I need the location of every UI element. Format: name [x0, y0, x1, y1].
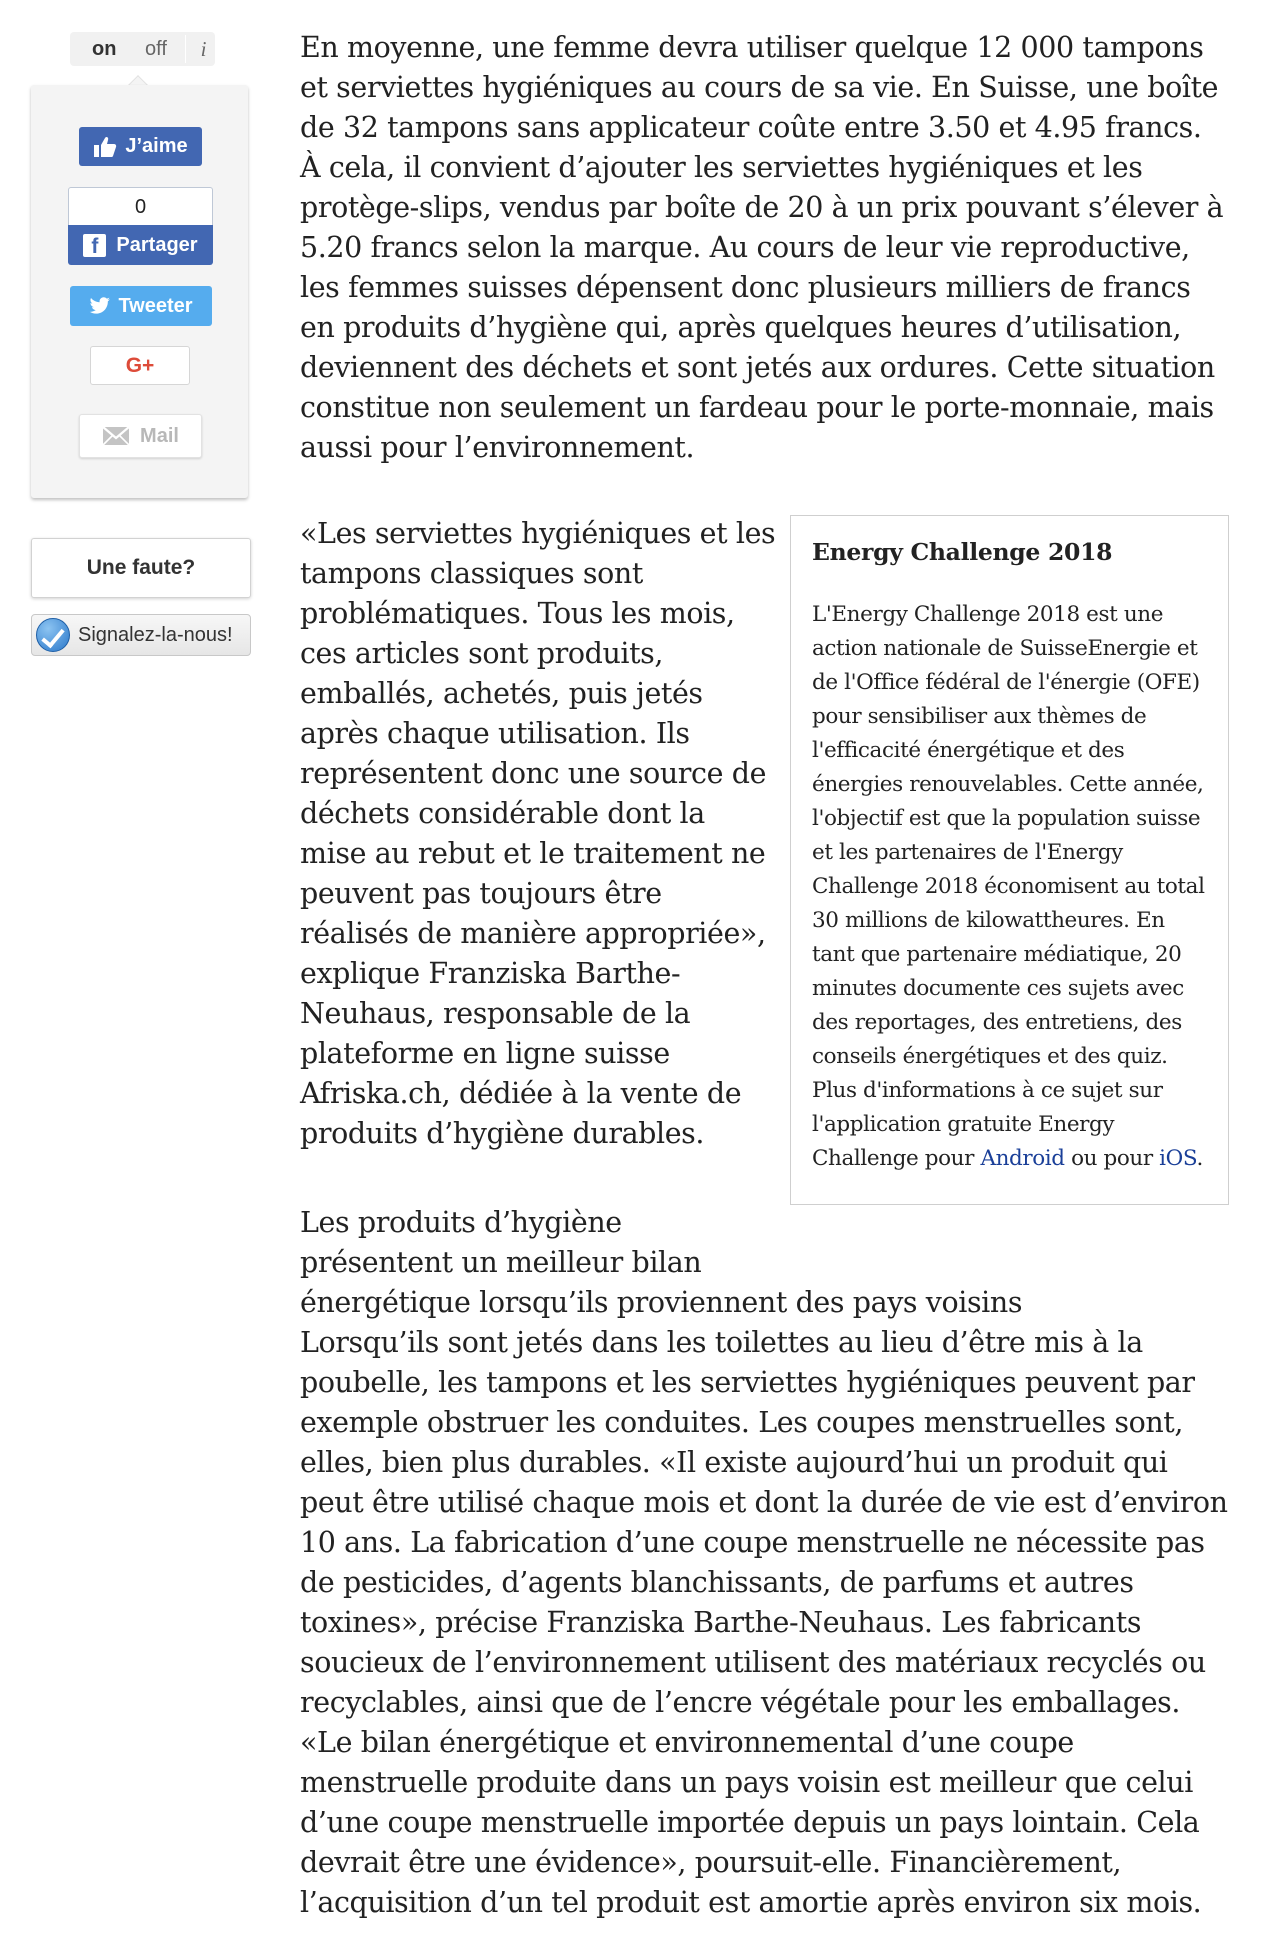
- google-plus-button[interactable]: G+: [90, 346, 190, 385]
- mail-label: Mail: [140, 424, 179, 447]
- toggle-off[interactable]: off: [145, 38, 167, 60]
- subheading-line-1: Les produits d’hygiène: [300, 1206, 622, 1239]
- like-button[interactable]: [79, 127, 202, 166]
- infobox-body: [812, 598, 1208, 1176]
- envelope-icon: [102, 426, 130, 446]
- infobox-text: L'Energy Challenge 2018 est une action nationale de SuisseEnergie et de l'Office fédéral de l'énergie (OFE) pour sensibiliser aux thèmes de l'efficacité énergétique et des énergies renouvelables. Cette année, l'objectif est que la population suisse et les partenaires de l'Energy Challenge 2018 économisent au total 30 millions de kilowattheures. En tant que partenaire médiatique, 20 minutes documente ces sujets avec des reportages, des entretiens, des conseils énergétiques et des quiz. Plus d'informations à ce sujet sur l'application gratuite Energy Challenge pour: [812, 602, 1205, 1171]
- toggle-on[interactable]: on: [92, 38, 117, 60]
- infobox-text-end: .: [1196, 1146, 1203, 1171]
- article-paragraph-1: En moyenne, une femme devra utiliser quelque 12 000 tampons et serviettes hygiéniques au cours de sa vie. En Suisse, une boîte de 32 tampons sans applicateur coûte entre 3.50 et 4.95 francs. À cela, il convient d’ajouter les serviettes hygiéniques et les protège-slips, vendus par boîte de 20 à un prix pouvant s’élever à 5.20 francs selon la marque. Au cours de leur vie reproductive, les femmes suisses dépensent donc plusieurs milliers de francs en produits d’hygiène qui, après quelques heures d’utilisation, deviennent des déchets et sont jetés aux ordures. Cette situation constitue non seulement un fardeau pour le porte-monnaie, mais aussi pour l’environnement.: [300, 31, 1224, 464]
- android-link[interactable]: Android: [980, 1146, 1065, 1171]
- paragraph-3-body: Lorsqu’ils sont jetés dans les toilettes au lieu d’être mis à la poubelle, les tampons et les serviettes hygiéniques peuvent par exemple obstruer les conduites. Les coupes menstruelles sont, elles, bien plus durables. «Il existe aujourd’hui un produit qui peut être utilisé chaque mois et dont la durée de vie est d’environ 10 ans. La fabrication d’une coupe menstruelle ne nécessite pas de pesticides, d’agents blanchissants, de parfums et autres toxines», précise Franziska Barthe-Neuhaus. Les fabricants soucieux de l’environnement utilisent des matériaux recyclés ou recyclables, ainsi que de l’encre végétale pour les emballages. «Le bilan énergétique et environnemental d’une coupe menstruelle produite dans un pays voisin est meilleur que celui d’une coupe menstruelle importée depuis un pays lointain. Cela devrait être une évidence», poursuit-elle. Financièrement, l’acquisition d’un tel produit est amortie après environ six mois.: [300, 1326, 1228, 1919]
- report-error-heading: Une faute?: [31, 538, 251, 598]
- report-error-button[interactable]: [31, 614, 251, 656]
- tweet-button[interactable]: [70, 286, 212, 326]
- info-icon[interactable]: i: [200, 37, 207, 61]
- subheading-line-3: énergétique lorsqu’ils proviennent des pays voisins: [300, 1286, 1023, 1319]
- social-toggle[interactable]: [70, 32, 215, 66]
- ios-link[interactable]: iOS: [1159, 1146, 1197, 1171]
- share-count: 0: [68, 187, 213, 225]
- mail-button[interactable]: [79, 414, 202, 458]
- subheading-line-2: présentent un meilleur bilan: [300, 1246, 702, 1279]
- article-paragraph-3: [300, 1203, 1230, 1923]
- share-label: Partager: [116, 233, 198, 256]
- facebook-icon: f: [83, 234, 106, 257]
- toggle-divider: [185, 35, 186, 63]
- report-button-label: Signalez-la-nous!: [78, 623, 233, 646]
- checkmark-icon: [36, 618, 70, 652]
- twitter-bird-icon: [89, 297, 111, 315]
- article-paragraph-2: «Les serviettes hygiéniques et les tampons classiques sont problématiques. Tous les mois, ces articles sont produits, emballés, achetés, puis jetés après chaque utilisation. Ils représentent donc une source de déchets considérable dont la mise au rebut et le traitement ne peuvent pas toujours être réalisés de manière appropriée», explique Franziska Barthe-Neuhaus, responsable de la plateforme en ligne suisse Afriska.ch, dédiée à la vente de produits d’hygiène durables.: [300, 517, 776, 1150]
- tweet-label: Tweeter: [118, 294, 193, 317]
- energy-challenge-infobox: [790, 515, 1229, 1205]
- infobox-text-middle: ou pour: [1064, 1146, 1160, 1171]
- like-label: J’aime: [125, 135, 188, 157]
- facebook-share-button[interactable]: [68, 225, 213, 265]
- infobox-title: Energy Challenge 2018: [812, 538, 1113, 566]
- thumbs-up-icon: [93, 136, 117, 158]
